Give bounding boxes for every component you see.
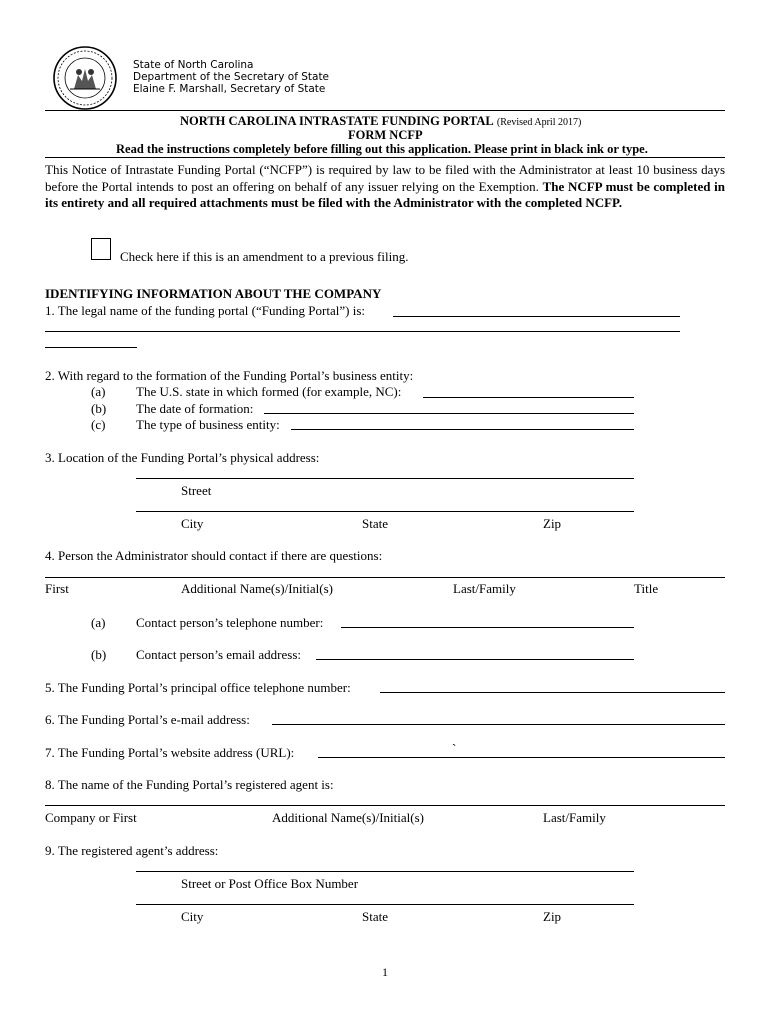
q4-additional-label: Additional Name(s)/Initial(s) [181,581,333,596]
q2-b-label: The date of formation: [136,401,254,416]
form-title [180,114,581,129]
q7-label: 7. The Funding Portal’s website address (URL): [45,745,295,760]
q8-label: 8. The name of the Funding Portal’s registered agent is: [45,777,334,792]
q1-field-line3[interactable] [45,347,137,348]
q9-label: 9. The registered agent’s address: [45,843,219,858]
header-department: Department of the Secretary of State [133,71,330,83]
q2-label: 2. With regard to the formation of the Funding Portal’s business entity: [45,368,414,383]
q9-street-field[interactable] [136,871,634,872]
q5-field[interactable] [380,692,725,693]
q4-last-label: Last/Family [453,581,516,596]
q6-label: 6. The Funding Portal’s e-mail address: [45,712,250,727]
q9-city-field[interactable] [136,904,634,905]
q3-label: 3. Location of the Funding Portal’s physical address: [45,450,320,465]
q9-zip-label: Zip [543,909,562,924]
q1-field-line1[interactable] [393,316,680,317]
q4-name-field[interactable] [45,577,725,578]
intro-bold: The NCFP must be completed in its entirety and all required attachments must be filed with the Administrator with the completed NCFP. [45,178,725,210]
header-state: State of North Carolina [133,59,254,71]
form-name: FORM NCFP [348,128,423,142]
page-number: 1 [382,965,388,979]
q2-c-mark: (c) [91,417,106,432]
title-rule [45,157,725,158]
amendment-label: Check here if this is an amendment to a previous filing. [120,249,409,264]
q4-a-field[interactable] [341,627,634,628]
q6-field[interactable] [272,724,725,725]
q3-zip-label: Zip [543,516,562,531]
title-main: NORTH CAROLINA INTRASTATE FUNDING PORTAL [180,114,494,128]
q4-title-label: Title [634,581,659,596]
q2-a-field[interactable] [423,397,634,398]
intro-text: This Notice of Intrastate Funding Portal (“NCFP”) is required by law to be filed with the Administrator at least 10 business days before the Portal intends to post an offering on behalf of any issuer relying on the Exemption. [45,162,725,194]
q8-additional-label: Additional Name(s)/Initial(s) [272,810,424,825]
q9-street-label: Street or Post Office Box Number [181,876,359,891]
q1-field-line2[interactable] [45,331,680,332]
q5-label: 5. The Funding Portal’s principal office telephone number: [45,680,351,695]
q7-mark: ` [452,741,457,756]
q4-b-mark: (b) [91,647,107,662]
section-heading: IDENTIFYING INFORMATION ABOUT THE COMPANY [45,286,382,301]
q3-city-label: City [181,516,204,531]
q4-label: 4. Person the Administrator should contact if there are questions: [45,548,383,563]
q8-name-field[interactable] [45,805,725,806]
q3-street-field[interactable] [136,478,634,479]
q4-a-label: Contact person’s telephone number: [136,615,324,630]
intro-paragraph [45,162,725,212]
q7-field[interactable] [318,757,725,758]
q4-a-mark: (a) [91,615,106,630]
q2-c-label: The type of business entity: [136,417,280,432]
state-seal [52,45,118,111]
title-revised: (Revised April 2017) [496,117,582,128]
q2-a-label: The U.S. state in which formed (for example, NC): [136,384,402,399]
header-secretary: Elaine F. Marshall, Secretary of State [133,83,326,95]
header-rule [45,110,725,111]
q1-label: 1. The legal name of the funding portal (“Funding Portal”) is: [45,303,365,318]
amendment-checkbox[interactable] [91,238,111,260]
q2-c-field[interactable] [291,429,634,430]
q2-b-field[interactable] [264,413,634,414]
q4-first-label: First [45,581,69,596]
instructions: Read the instructions completely before filling out this application. Please print in black ink or type. [116,142,648,156]
q8-company-label: Company or First [45,810,137,825]
q3-city-field[interactable] [136,511,634,512]
q8-last-label: Last/Family [543,810,606,825]
q9-city-label: City [181,909,204,924]
q2-b-mark: (b) [91,401,107,416]
q3-street-label: Street [181,483,212,498]
q3-state-label: State [362,516,388,531]
q9-state-label: State [362,909,388,924]
q4-b-label: Contact person’s email address: [136,647,301,662]
q4-b-field[interactable] [316,659,634,660]
q2-a-mark: (a) [91,384,106,399]
